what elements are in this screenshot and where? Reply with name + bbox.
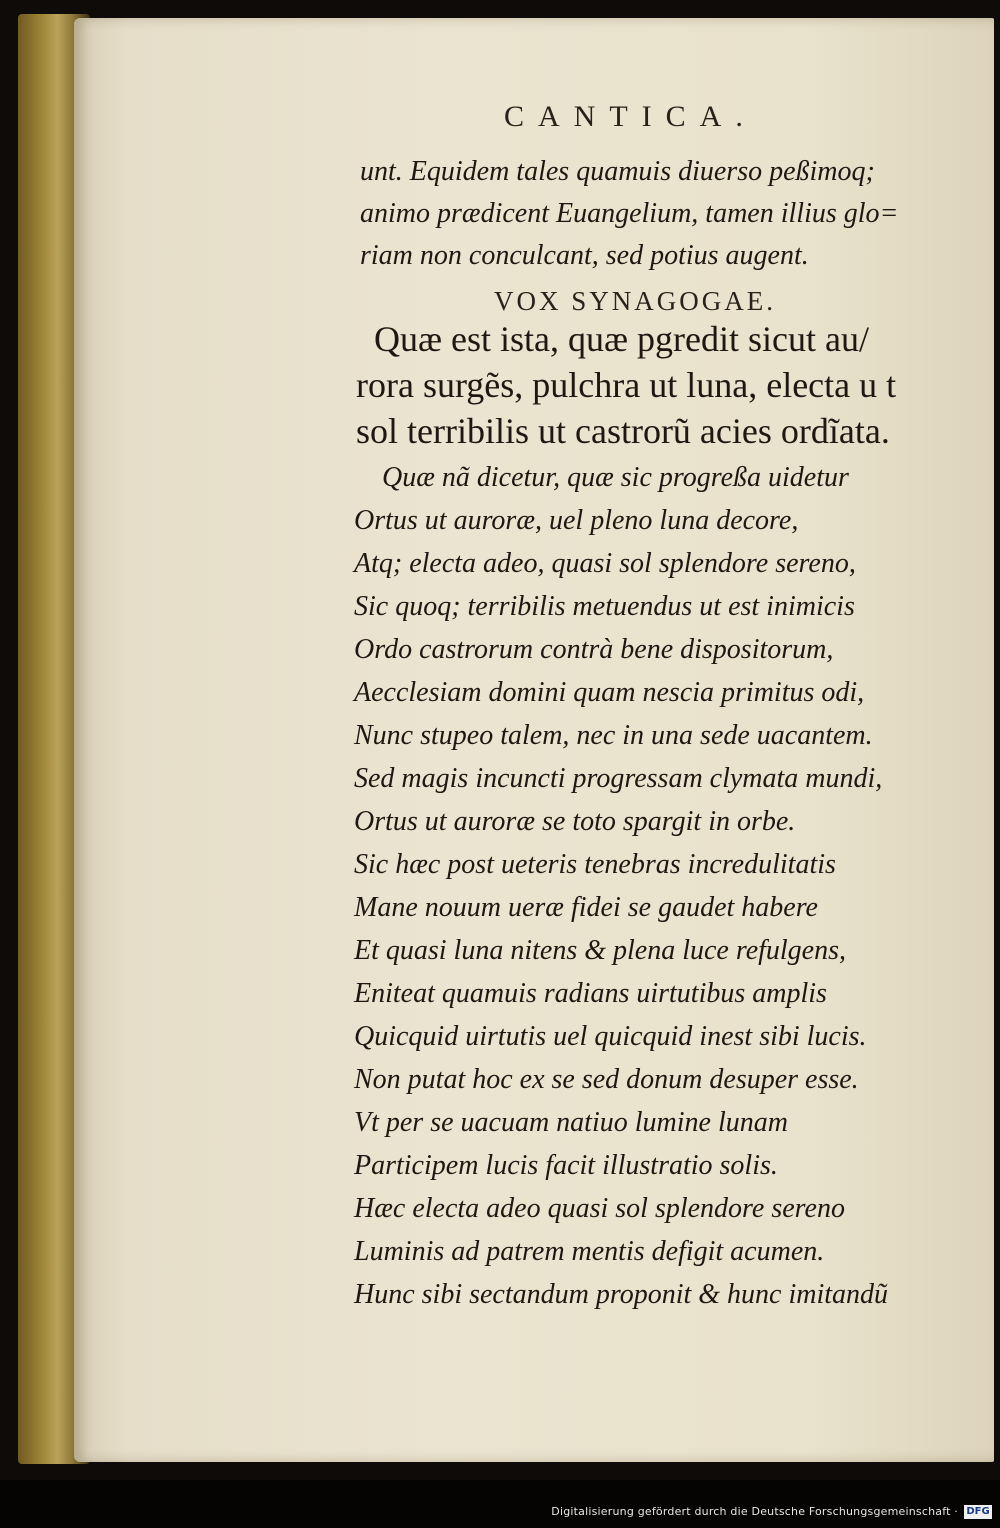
prose-line: riam non conculcant, sed potius augent. [360,240,809,271]
poem-line: Hæc electa adeo quasi sol splendore sereno [354,1193,845,1224]
poem-line: Et quasi luna nitens & plena luce refulgens, [354,935,847,966]
poem-line: Eniteat quamuis radians uirtutibus amplis [354,978,827,1009]
poem-line: Sic hæc post ueteris tenebras incredulitatis [354,849,836,880]
poem-line: Mane nouum ueræ fidei se gaudet habere [354,892,818,923]
poem-line: Hunc sibi sectandum proponit & hunc imitandũ [354,1279,889,1310]
poem-line: Aecclesiam domini quam nescia primitus odi, [354,677,865,708]
footer-credit: Digitalisierung gefördert durch die Deutsche Forschungsgemeinschaft · [551,1505,958,1518]
verse-line: sol terribilis ut castrorũ acies ordĩata. [356,411,890,451]
poem-line: Atq; electa adeo, quasi sol splendore sereno, [354,548,856,579]
prose-line: unt. Equidem tales quamuis diuerso peßimoq; [360,156,875,187]
prose-line: animo prædicent Euangelium, tamen illius glo= [360,198,899,229]
poem-line: Ortus ut auroræ, uel pleno luna decore, [354,505,799,536]
poem-line: Luminis ad patrem mentis defigit acumen. [354,1236,825,1267]
poem-line: Sed magis incuncti progressam clymata mundi, [354,763,883,794]
poem-line: Vt per se uacuam natiuo lumine lunam [354,1107,788,1138]
verse-line: Quæ est ista, quæ pgredit sicut au/ [374,319,869,359]
poem-line: Non putat hoc ex se sed donum desuper esse. [354,1064,859,1095]
running-head: CANTICA. [504,100,757,133]
book-page [74,18,994,1462]
section-heading: VOX SYNAGOGAE. [494,286,776,316]
poem-line: Participem lucis facit illustratio solis. [354,1150,778,1181]
poem-line: Quicquid uirtutis uel quicquid inest sibi lucis. [354,1021,867,1052]
poem-line: Quæ nã dicetur, quæ sic progreßa uidetur [382,462,849,493]
poem-line: Nunc stupeo talem, nec in una sede uacantem. [354,720,873,751]
poem-line: Sic quoq; terribilis metuendus ut est inimicis [354,591,855,622]
footer-bar [0,1480,1000,1528]
dfg-logo: DFG [964,1505,992,1519]
verse-line: rora surgẽs, pulchra ut luna, electa u t [356,365,897,405]
poem-line: Ordo castrorum contrà bene dispositorum, [354,634,834,665]
poem-line: Ortus ut auroræ se toto spargit in orbe. [354,806,796,837]
